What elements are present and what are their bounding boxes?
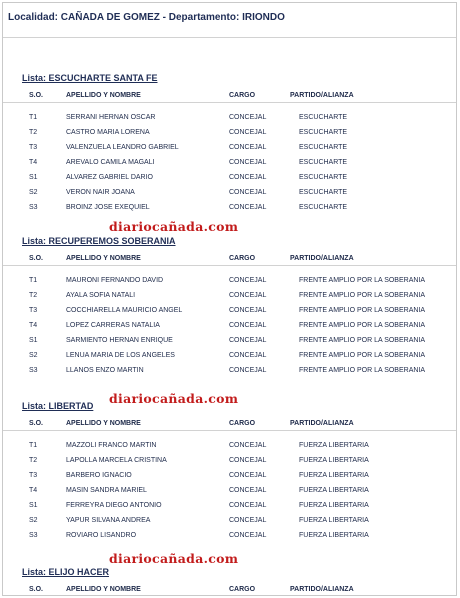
- cell-partido: ESCUCHARTE: [299, 129, 348, 136]
- column-header-row: [3, 585, 457, 596]
- cell-nombre: MAURONI FERNANDO DAVID: [66, 277, 164, 284]
- cell-partido: FUERZA LIBERTARIA: [299, 442, 369, 449]
- cell-so: T1: [29, 114, 38, 121]
- column-header-so: S.O.: [29, 420, 44, 427]
- cell-partido: FUERZA LIBERTARIA: [299, 502, 369, 509]
- cell-so: S3: [29, 532, 38, 539]
- cell-cargo: CONCEJAL: [229, 277, 267, 284]
- cell-partido: ESCUCHARTE: [299, 114, 348, 121]
- cell-nombre: COCCHIARELLA MAURICIO ANGEL: [66, 307, 183, 314]
- cell-partido: ESCUCHARTE: [299, 159, 348, 166]
- cell-nombre: MAZZOLI FRANCO MARTIN: [66, 442, 157, 449]
- list-title: Lista: LIBERTAD: [22, 401, 94, 411]
- cell-partido: FRENTE AMPLIO POR LA SOBERANIA: [299, 322, 426, 329]
- cell-nombre: VALENZUELA LEANDRO GABRIEL: [66, 144, 179, 151]
- list-title: Lista: ELIJO HACER: [22, 567, 110, 577]
- table-row: [3, 366, 457, 378]
- table-row: [3, 128, 457, 140]
- cell-cargo: CONCEJAL: [229, 204, 267, 211]
- column-header-nombre: APELLIDO Y NOMBRE: [66, 92, 141, 99]
- column-header-partido: PARTIDO/ALIANZA: [290, 420, 354, 427]
- table-row: [3, 516, 457, 528]
- cell-partido: FRENTE AMPLIO POR LA SOBERANIA: [299, 367, 426, 374]
- list-title: Lista: RECUPEREMOS SOBERANIA: [22, 236, 176, 246]
- table-row: [3, 531, 457, 543]
- table-row: [3, 321, 457, 333]
- page-header: Localidad: CAÑADA DE GOMEZ - Departamento: IRIONDO: [8, 12, 285, 23]
- cell-so: S1: [29, 174, 38, 181]
- cell-nombre: CASTRO MARIA LORENA: [66, 129, 150, 136]
- cell-nombre: AREVALO CAMILA MAGALI: [66, 159, 155, 166]
- table-row: [3, 501, 457, 513]
- cell-cargo: CONCEJAL: [229, 322, 267, 329]
- table-row: [3, 203, 457, 215]
- column-header-cargo: CARGO: [229, 255, 256, 262]
- cell-partido: FRENTE AMPLIO POR LA SOBERANIA: [299, 277, 426, 284]
- cell-cargo: CONCEJAL: [229, 442, 267, 449]
- cell-cargo: CONCEJAL: [229, 517, 267, 524]
- watermark-text: diariocañada.com: [109, 219, 239, 234]
- table-row: [3, 291, 457, 303]
- cell-partido: ESCUCHARTE: [299, 174, 348, 181]
- cell-partido: FRENTE AMPLIO POR LA SOBERANIA: [299, 337, 426, 344]
- table-row: [3, 158, 457, 170]
- list-divider: [3, 430, 457, 431]
- table-row: [3, 456, 457, 468]
- column-header-partido: PARTIDO/ALIANZA: [290, 255, 354, 262]
- cell-nombre: BARBERO IGNACIO: [66, 472, 132, 479]
- cell-so: S3: [29, 204, 38, 211]
- cell-cargo: CONCEJAL: [229, 472, 267, 479]
- column-header-partido: PARTIDO/ALIANZA: [290, 92, 354, 99]
- cell-partido: FUERZA LIBERTARIA: [299, 457, 369, 464]
- cell-so: T1: [29, 277, 38, 284]
- cell-so: T3: [29, 307, 38, 314]
- cell-partido: FUERZA LIBERTARIA: [299, 487, 369, 494]
- document-frame: [2, 2, 457, 596]
- cell-so: T3: [29, 472, 38, 479]
- cell-so: T2: [29, 292, 38, 299]
- column-header-so: S.O.: [29, 92, 44, 99]
- cell-so: T2: [29, 457, 38, 464]
- cell-nombre: MASIN SANDRA MARIEL: [66, 487, 147, 494]
- cell-cargo: CONCEJAL: [229, 189, 267, 196]
- cell-nombre: SARMIENTO HERNAN ENRIQUE: [66, 337, 173, 344]
- list-divider: [3, 102, 457, 103]
- cell-nombre: VERON NAIR JOANA: [66, 189, 135, 196]
- cell-cargo: CONCEJAL: [229, 114, 267, 121]
- table-row: [3, 113, 457, 125]
- cell-partido: FRENTE AMPLIO POR LA SOBERANIA: [299, 292, 426, 299]
- column-header-so: S.O.: [29, 586, 44, 593]
- cell-cargo: CONCEJAL: [229, 367, 267, 374]
- cell-cargo: CONCEJAL: [229, 292, 267, 299]
- cell-partido: ESCUCHARTE: [299, 144, 348, 151]
- column-header-nombre: APELLIDO Y NOMBRE: [66, 255, 141, 262]
- cell-so: S2: [29, 189, 38, 196]
- cell-so: S2: [29, 352, 38, 359]
- cell-nombre: ALVAREZ GABRIEL DARIO: [66, 174, 154, 181]
- table-row: [3, 143, 457, 155]
- cell-nombre: SERRANI HERNAN OSCAR: [66, 114, 156, 121]
- cell-cargo: CONCEJAL: [229, 487, 267, 494]
- header-divider: [3, 37, 457, 38]
- cell-so: S1: [29, 337, 38, 344]
- cell-partido: ESCUCHARTE: [299, 189, 348, 196]
- cell-nombre: LLANOS ENZO MARTIN: [66, 367, 144, 374]
- cell-partido: ESCUCHARTE: [299, 204, 348, 211]
- cell-nombre: YAPUR SILVANA ANDREA: [66, 517, 151, 524]
- cell-so: T4: [29, 322, 38, 329]
- cell-cargo: CONCEJAL: [229, 337, 267, 344]
- table-row: [3, 441, 457, 453]
- watermark-text: diariocañada.com: [109, 391, 239, 406]
- cell-partido: FUERZA LIBERTARIA: [299, 532, 369, 539]
- cell-so: T3: [29, 144, 38, 151]
- cell-nombre: FERREYRA DIEGO ANTONIO: [66, 502, 162, 509]
- cell-so: S2: [29, 517, 38, 524]
- list-divider: [3, 265, 457, 266]
- cell-so: T1: [29, 442, 38, 449]
- cell-nombre: LAPOLLA MARCELA CRISTINA: [66, 457, 167, 464]
- cell-so: T4: [29, 487, 38, 494]
- table-row: [3, 471, 457, 483]
- column-header-cargo: CARGO: [229, 420, 256, 427]
- cell-nombre: BROINZ JOSE EXEQUIEL: [66, 204, 150, 211]
- cell-partido: FUERZA LIBERTARIA: [299, 472, 369, 479]
- cell-cargo: CONCEJAL: [229, 532, 267, 539]
- column-header-cargo: CARGO: [229, 92, 256, 99]
- column-header-nombre: APELLIDO Y NOMBRE: [66, 420, 141, 427]
- cell-cargo: CONCEJAL: [229, 144, 267, 151]
- cell-so: T2: [29, 129, 38, 136]
- cell-partido: FRENTE AMPLIO POR LA SOBERANIA: [299, 307, 426, 314]
- cell-nombre: AYALA SOFIA NATALI: [66, 292, 136, 299]
- table-row: [3, 486, 457, 498]
- column-header-partido: PARTIDO/ALIANZA: [290, 586, 354, 593]
- cell-cargo: CONCEJAL: [229, 174, 267, 181]
- cell-nombre: ROVIARO LISANDRO: [66, 532, 137, 539]
- cell-cargo: CONCEJAL: [229, 307, 267, 314]
- table-row: [3, 276, 457, 288]
- cell-partido: FUERZA LIBERTARIA: [299, 517, 369, 524]
- cell-so: S3: [29, 367, 38, 374]
- cell-so: S1: [29, 502, 38, 509]
- cell-cargo: CONCEJAL: [229, 457, 267, 464]
- cell-so: T4: [29, 159, 38, 166]
- cell-cargo: CONCEJAL: [229, 129, 267, 136]
- cell-partido: FRENTE AMPLIO POR LA SOBERANIA: [299, 352, 426, 359]
- table-row: [3, 173, 457, 185]
- table-row: [3, 336, 457, 348]
- table-row: [3, 188, 457, 200]
- table-row: [3, 306, 457, 318]
- cell-nombre: LENUA MARIA DE LOS ANGELES: [66, 352, 175, 359]
- column-header-nombre: APELLIDO Y NOMBRE: [66, 586, 141, 593]
- cell-nombre: LOPEZ CARRERAS NATALIA: [66, 322, 160, 329]
- column-header-so: S.O.: [29, 255, 44, 262]
- cell-cargo: CONCEJAL: [229, 159, 267, 166]
- cell-cargo: CONCEJAL: [229, 502, 267, 509]
- cell-cargo: CONCEJAL: [229, 352, 267, 359]
- column-header-cargo: CARGO: [229, 586, 256, 593]
- table-row: [3, 351, 457, 363]
- watermark-text: diariocañada.com: [109, 551, 239, 566]
- list-title: Lista: ESCUCHARTE SANTA FE: [22, 73, 158, 83]
